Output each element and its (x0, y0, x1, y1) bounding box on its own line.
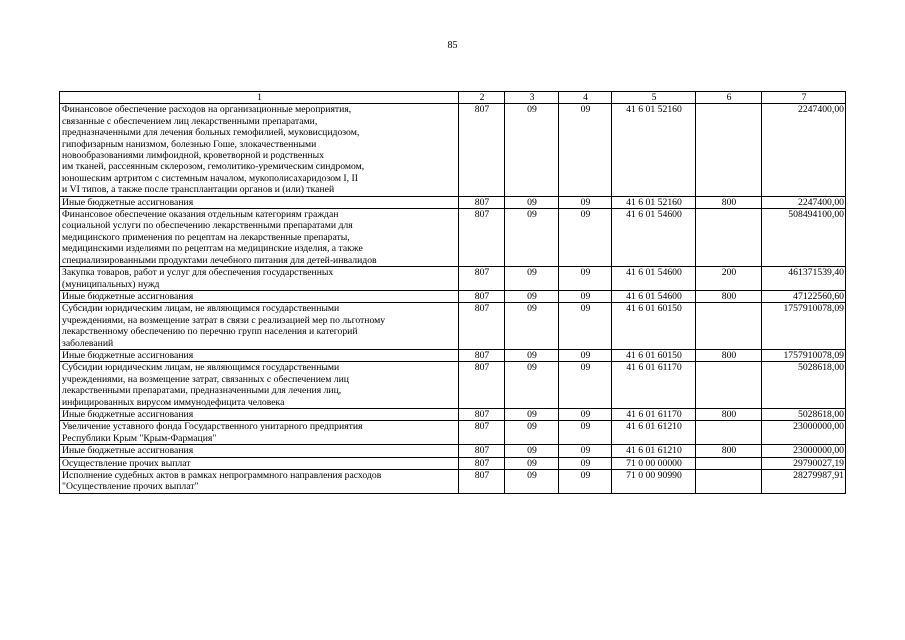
row-csr: 71 0 00 90990 (612, 470, 696, 494)
table-row (60, 104, 846, 196)
row-sum: 1757910078,09 (762, 303, 846, 350)
row-name: Иные бюджетные ассигнования (60, 196, 459, 208)
row-csr: 41 6 01 54600 (612, 290, 696, 302)
column-header: 4 (559, 92, 612, 104)
table-row (60, 349, 846, 361)
row-name: Увеличение уставного фонда Государственного унитарного предприятия Республики Крым "Крым-Фармация" (60, 421, 459, 445)
row-pr: 09 (559, 267, 612, 291)
row-rz: 09 (505, 408, 559, 420)
row-vr (696, 362, 762, 409)
row-vr: 800 (696, 349, 762, 361)
row-grbs: 807 (459, 209, 505, 267)
row-rz: 09 (505, 290, 559, 302)
row-sum: 508494100,00 (762, 209, 846, 267)
row-rz: 09 (505, 362, 559, 409)
row-csr: 41 6 01 61170 (612, 408, 696, 420)
row-vr: 800 (696, 196, 762, 208)
row-csr: 41 6 01 61170 (612, 362, 696, 409)
row-grbs: 807 (459, 196, 505, 208)
row-csr: 41 6 01 54600 (612, 267, 696, 291)
budget-table (59, 91, 846, 494)
column-number-row (60, 92, 846, 104)
row-grbs: 807 (459, 470, 505, 494)
row-csr: 71 0 00 00000 (612, 457, 696, 469)
row-pr: 09 (559, 104, 612, 196)
row-csr: 41 6 01 54600 (612, 209, 696, 267)
table-row (60, 408, 846, 420)
row-sum: 2247400,00 (762, 196, 846, 208)
row-name: Исполнение судебных актов в рамках непрограммного направления расходов "Осуществление прочих выплат" (60, 470, 459, 494)
row-pr: 09 (559, 349, 612, 361)
row-name: Финансовое обеспечение расходов на организационные мероприятия, связанные с обеспечением лиц лекарственными препаратами, предназначенными для лечения больных гемофилией, муковисцидозом, гипофизарным нанизмом, болезнью Гоше, злокачественными новообразованиями лимфоидной, кроветворной и родственных им тканей, рассеянным склерозом, гемолитико-уремическим синдромом, юношеским артритом с системным началом, мукополисахаридозом I, II и VI типов, а также после трансплантации органов и (или) тканей (60, 104, 459, 196)
row-sum: 29790027,19 (762, 457, 846, 469)
row-csr: 41 6 01 52160 (612, 104, 696, 196)
row-grbs: 807 (459, 445, 505, 457)
row-name: Финансовое обеспечение оказания отдельным категориям граждан социальной услуги по обеспечению лекарственными препаратами для медицинского применения по рецептам на лекарственные препараты, медицинскими изделиями по рецептам на медицинские изделия, а также специализированными продуктами лечебного питания для детей-инвалидов (60, 209, 459, 267)
row-pr: 09 (559, 196, 612, 208)
row-rz: 09 (505, 104, 559, 196)
row-name: Иные бюджетные ассигнования (60, 408, 459, 420)
table-row (60, 267, 846, 291)
table-row (60, 457, 846, 469)
table-row (60, 290, 846, 302)
table-row (60, 470, 846, 494)
row-pr: 09 (559, 470, 612, 494)
row-sum: 5028618,00 (762, 362, 846, 409)
row-csr: 41 6 01 61210 (612, 421, 696, 445)
row-grbs: 807 (459, 362, 505, 409)
row-name: Иные бюджетные ассигнования (60, 290, 459, 302)
row-vr (696, 209, 762, 267)
row-name: Субсидии юридическим лицам, не являющимся государственными учреждениями, на возмещение затрат в связи с реализацией мер по льготному лекарственному обеспечению по перечню групп населения и категорий заболеваний (60, 303, 459, 350)
row-csr: 41 6 01 60150 (612, 349, 696, 361)
row-sum: 1757910078,09 (762, 349, 846, 361)
column-header: 1 (60, 92, 459, 104)
row-vr (696, 470, 762, 494)
row-name: Иные бюджетные ассигнования (60, 445, 459, 457)
row-grbs: 807 (459, 457, 505, 469)
column-header: 6 (696, 92, 762, 104)
row-grbs: 807 (459, 104, 505, 196)
row-rz: 09 (505, 470, 559, 494)
row-pr: 09 (559, 457, 612, 469)
row-sum: 5028618,00 (762, 408, 846, 420)
row-rz: 09 (505, 421, 559, 445)
row-pr: 09 (559, 408, 612, 420)
row-csr: 41 6 01 60150 (612, 303, 696, 350)
row-grbs: 807 (459, 408, 505, 420)
table-row (60, 196, 846, 208)
row-grbs: 807 (459, 421, 505, 445)
row-csr: 41 6 01 61210 (612, 445, 696, 457)
table-row (60, 209, 846, 267)
row-name: Осуществление прочих выплат (60, 457, 459, 469)
row-grbs: 807 (459, 349, 505, 361)
column-header: 3 (505, 92, 559, 104)
row-vr (696, 303, 762, 350)
page-number: 85 (447, 40, 458, 51)
row-sum: 28279987,91 (762, 470, 846, 494)
row-pr: 09 (559, 445, 612, 457)
row-rz: 09 (505, 196, 559, 208)
row-sum: 23000000,00 (762, 421, 846, 445)
row-sum: 2247400,00 (762, 104, 846, 196)
row-rz: 09 (505, 209, 559, 267)
row-name: Закупка товаров, работ и услуг для обеспечения государственных (муниципальных) нужд (60, 267, 459, 291)
row-vr (696, 421, 762, 445)
table-row (60, 303, 846, 350)
row-vr: 800 (696, 290, 762, 302)
row-pr: 09 (559, 303, 612, 350)
row-pr: 09 (559, 290, 612, 302)
row-name: Иные бюджетные ассигнования (60, 349, 459, 361)
column-header: 7 (762, 92, 846, 104)
row-sum: 23000000,00 (762, 445, 846, 457)
row-csr: 41 6 01 52160 (612, 196, 696, 208)
row-pr: 09 (559, 209, 612, 267)
row-pr: 09 (559, 421, 612, 445)
row-rz: 09 (505, 349, 559, 361)
row-vr: 200 (696, 267, 762, 291)
table-row (60, 421, 846, 445)
column-header: 5 (612, 92, 696, 104)
row-vr (696, 104, 762, 196)
row-sum: 47122560,60 (762, 290, 846, 302)
row-rz: 09 (505, 445, 559, 457)
row-grbs: 807 (459, 290, 505, 302)
row-pr: 09 (559, 362, 612, 409)
row-grbs: 807 (459, 303, 505, 350)
row-rz: 09 (505, 267, 559, 291)
row-vr: 800 (696, 408, 762, 420)
row-sum: 461371539,40 (762, 267, 846, 291)
row-vr: 800 (696, 445, 762, 457)
row-rz: 09 (505, 457, 559, 469)
row-rz: 09 (505, 303, 559, 350)
column-header: 2 (459, 92, 505, 104)
table-row (60, 445, 846, 457)
table-row (60, 362, 846, 409)
row-name: Субсидии юридическим лицам, не являющимся государственными учреждениями, на возмещение затрат, связанных с обеспечением лиц лекарственными препаратами, предназначенными для лечения лиц, инфицированных вирусом иммунодефицита человека (60, 362, 459, 409)
row-vr (696, 457, 762, 469)
row-grbs: 807 (459, 267, 505, 291)
